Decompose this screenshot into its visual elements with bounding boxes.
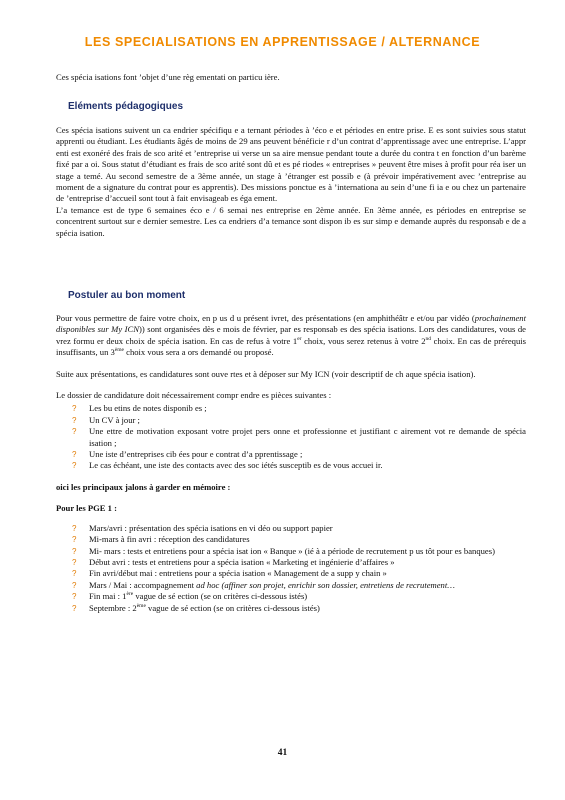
bullet-icon: ?	[72, 450, 77, 460]
pge-list	[56, 523, 526, 614]
page-number: 41	[277, 748, 288, 758]
list-item: ? Le cas échéant, une iste des contacts avec des soc iétés susceptib es de vous accuei ir.	[72, 460, 383, 471]
bullet-icon: ?	[72, 592, 77, 602]
body-section-1	[56, 125, 526, 239]
paragraph-alternance: L’a temance est de type 6 semaines éco e / 6 semai nes entreprise en 2ème année. En 3ème année, es périodes en entreprise se concentrent surtout sur e dernier semestre. Les ca endriers d’a temance sont dispon ib es sur simp e demande auprès du responsab e de a spécia isation.	[56, 204, 526, 238]
list-item: ? Fin mai : 1ère vague de sé ection (se on critères ci-dessous istés)	[72, 591, 308, 602]
list-item: ? Début avri : tests et entretiens pour a spécia isation « Marketing et ingénierie d’affaires »	[72, 556, 395, 567]
list-item: ? Mi-mars à fin avri : réception des candidatures	[72, 534, 250, 545]
bullet-icon: ?	[72, 404, 77, 414]
bullet-icon: ?	[72, 569, 77, 579]
paragraph-choix: Pour vous permettre de faire votre choix, en p us d u présent ivret, des présentations (en amphithéâtr e et/ou par vidéo (prochainement disponibles sur My ICN)) sont organisées dès e mois de février, par es responsab es des spécia isations. Lors des candidatures, vous de vrez formu er deux choix de spécia isation. En cas de refus à votre 1er choix, vous serez retenus à votre 2nd choix. En cas de prérequis insuffisants, un 3ème choix vous sera a ors demandé ou proposé.	[56, 313, 526, 358]
body-section-2	[56, 313, 526, 614]
section-heading-postuler: Postuler au bon moment	[68, 290, 186, 301]
intro-paragraph: Ces spécia isations font ’objet d’une règ ementati on particu ière.	[56, 72, 280, 82]
jalons-heading: oici les principaux jalons à garder en mémoire :	[56, 481, 231, 492]
list-item: ? Une ettre de motivation exposant votre projet pers onne et professionne et justifiant c airement vot re demande de spécia isation ;	[72, 426, 526, 448]
list-item: ? Une iste d’entreprises cib ées pour e contrat d’a pprentissage ;	[72, 449, 303, 460]
paragraph-candidatures: Suite aux présentations, es candidatures sont ouve rtes et à déposer sur My ICN (voir descriptif de ch aque spécia isation).	[56, 368, 476, 379]
bullet-icon: ?	[72, 427, 77, 437]
bullet-icon: ?	[72, 580, 77, 590]
pge-heading: Pour les PGE 1 :	[56, 503, 117, 514]
list-item: ? Mars / Mai : accompagnement ad hoc (affiner son projet, enrichir son dossier, entretiens de recrutement…	[72, 579, 455, 590]
page-title: LES SPECIALISATIONS EN APPRENTISSAGE / ALTERNANCE	[84, 35, 481, 49]
bullet-icon: ?	[72, 603, 77, 613]
bullet-icon: ?	[72, 461, 77, 471]
bullet-icon: ?	[72, 535, 77, 545]
section-heading-pedagogiques: Eléments pédagogiques	[68, 101, 184, 112]
list-item: ? Mars/avri : présentation des spécia isations en vi déo ou support papier	[72, 522, 333, 533]
myicn-emphasis: prochainement disponibles sur My ICN	[56, 313, 526, 335]
bullet-icon: ?	[72, 557, 77, 567]
paragraph-calendrier: Ces spécia isations suivent un ca endrier spécifiqu e a ternant périodes à ’éco e et périodes en entre prise. E es sont suivies sous statut apprenti ou étudiant. Les étudiants âgés de moins de 29 ans peuvent bénéficie r d’un contrat d’apprentissage avec une entreprise. L’appr enti est exonéré des frais de sco arité et ’entreprise ui verse un sa aire mensue pendant toute a durée du contra t en fonction d’un barème fixé par a oi. Sous statut d’étudiant es frais de sco arité sont dû et es pé riodes « entreprises » peuvent être mises à profit pour réa iser un stage a temé. Au second semestre de a 3ème année, un stage à ’étranger est possib e (à prévoir impérativement avec ’entreprise au moment de a signature du contrat pour es apprentis). Des missions ponctue es à ’internationa au sein d’une fi ia e ou chez un partenaire de ’entreprise d’accueil sont tout à fait envisageab es éga ement.	[56, 125, 526, 204]
list-item: ? Les bu etins de notes disponib es ;	[72, 403, 207, 414]
list-item: ? Mi- mars : tests et entretiens pour a spécia isat ion « Banque » (ié à a période de recrutement p us tôt pour es banques)	[72, 545, 495, 556]
dossier-list	[56, 403, 526, 471]
list-item: ? Septembre : 2ème vague de sé ection (se on critères ci-dessous istés)	[72, 602, 320, 613]
bullet-icon: ?	[72, 523, 77, 533]
paragraph-dossier: Le dossier de candidature doit nécessairement compr endre es pièces suivantes :	[56, 390, 332, 401]
list-item: ? Un CV à jour ;	[72, 414, 140, 425]
bullet-icon: ?	[72, 415, 77, 425]
list-item: ? Fin avri/début mai : entretiens pour a spécia isation « Management de a supp y chain »	[72, 568, 387, 579]
bullet-icon: ?	[72, 546, 77, 556]
